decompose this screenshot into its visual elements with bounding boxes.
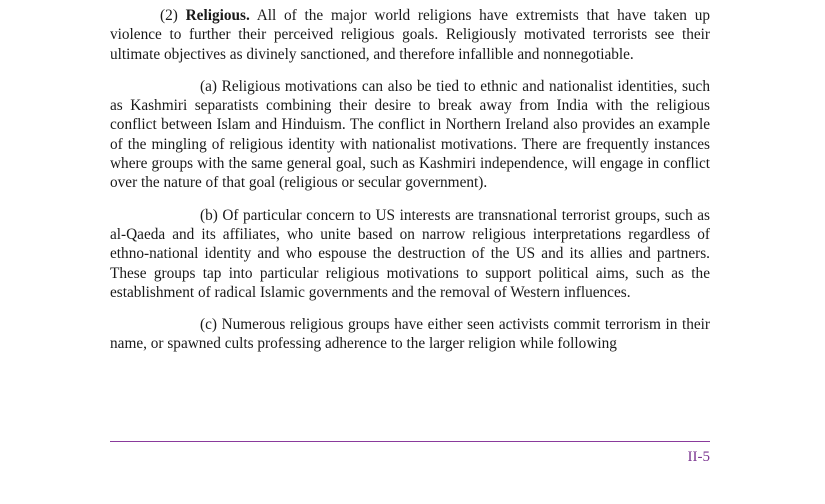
item-c-text: Numerous religious groups have either seen activists commit terrorism in their name, or spawned cults professing adherence to the larger religion while following: [110, 316, 711, 353]
document-body: [110, 6, 710, 367]
paragraph-item-b: [110, 206, 710, 302]
item-a-text: Religious motivations can also be tied to ethnic and nationalist identities, such as Kashmiri separatists combining their desire to break away from India with the religious conflict between Islam and Hinduism. The conflict in Northern Ireland also provides an example of the mingling of religious identity with nationalist motivations. There are frequently instances where groups with the same general goal, such as Kashmiri independence, will engage in conflict over the nature of that goal (religious or secular government).: [110, 77, 710, 192]
paragraph-item-c: [110, 315, 710, 354]
page-number: II-5: [687, 449, 710, 465]
paragraph-religious: [110, 6, 710, 64]
item-a-label: (a): [200, 77, 217, 95]
section-number: (2): [160, 7, 178, 24]
item-b-text: Of particular concern to US interests are transnational terrorist groups, such as al-Qaeda and its affiliates, who unite based on narrow religious interpretations regardless of ethno-national identity and who espouse the destruction of the US and its allies and partners. These groups tap into particular religious motivations to support political aims, such as the establishment of radical Islamic governments and the removal of Western influences.: [110, 206, 711, 301]
item-c-label: (c): [200, 316, 217, 334]
item-b-label: (b): [200, 206, 218, 224]
footer-rule: [110, 441, 710, 442]
section-text: All of the major world religions have extremists that have taken up violence to further their perceived religious goals. Religiously motivated terrorists see their ultimate objectives as divinely sanctioned, and therefore infallible and nonnegotiable.: [110, 7, 710, 63]
section-heading: Religious.: [185, 7, 250, 24]
paragraph-item-a: [110, 77, 710, 193]
